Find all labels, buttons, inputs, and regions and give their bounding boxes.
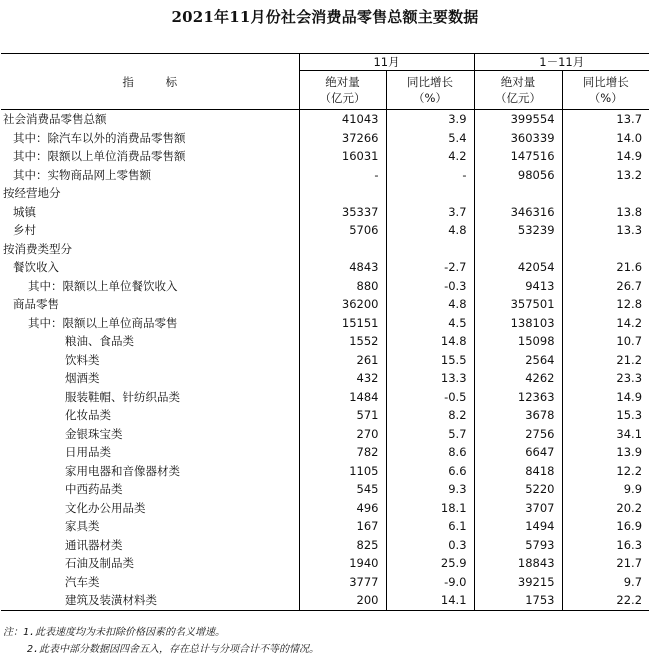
cell-cum-yoy: 12.2: [562, 462, 649, 481]
cell-cum-yoy: 21.7: [562, 554, 649, 573]
table-row: [1, 536, 649, 555]
row-label: 饮料类: [65, 352, 100, 367]
row-label: 社会消费品零售总额: [3, 112, 107, 127]
table-row: [1, 147, 649, 166]
cell-cum-abs: 8418: [474, 462, 562, 481]
cell-cum-yoy: [562, 240, 649, 259]
cell-month-yoy: 6.6: [386, 462, 474, 481]
cell-cum-abs: 9413: [474, 277, 562, 296]
table-row: [1, 388, 649, 407]
cell-month-yoy: 5.4: [386, 129, 474, 148]
cell-cum-abs: 18843: [474, 554, 562, 573]
cell-cum-abs: 15098: [474, 332, 562, 351]
row-label: 通讯器材类: [65, 537, 123, 552]
cell-month-abs: 3777: [299, 573, 386, 592]
cell-month-yoy: 3.7: [386, 203, 474, 222]
cell-month-yoy: 8.2: [386, 406, 474, 425]
cell-cum-yoy: 23.3: [562, 369, 649, 388]
row-label: 汽车类: [65, 574, 100, 589]
cell-month-abs: 1552: [299, 332, 386, 351]
cell-cum-abs: 6647: [474, 443, 562, 462]
page-title: 2021年11月份社会消费品零售总额主要数据: [171, 8, 479, 26]
header-month-yoy: 同比增长 （%）: [386, 71, 474, 110]
cell-cum-yoy: 13.2: [562, 166, 649, 185]
table-body: [1, 110, 649, 611]
cell-month-yoy: 9.3: [386, 480, 474, 499]
cell-cum-yoy: 16.3: [562, 536, 649, 555]
table-row: [1, 425, 649, 444]
cell-cum-yoy: 14.2: [562, 314, 649, 333]
cell-cum-abs: 2564: [474, 351, 562, 370]
table-row: [1, 351, 649, 370]
cell-cum-abs: 5793: [474, 536, 562, 555]
cell-month-abs: 270: [299, 425, 386, 444]
table-row: [1, 406, 649, 425]
row-label: 其中：限额以上单位餐饮收入: [28, 278, 178, 293]
row-label: 金银珠宝类: [65, 426, 123, 441]
cell-month-yoy: 4.8: [386, 295, 474, 314]
cell-cum-yoy: 12.8: [562, 295, 649, 314]
cell-month-yoy: -: [386, 166, 474, 185]
cell-cum-abs: 39215: [474, 573, 562, 592]
cell-month-abs: 200: [299, 591, 386, 610]
header-cum-yoy: 同比增长 （%）: [562, 71, 649, 110]
cell-month-yoy: 13.3: [386, 369, 474, 388]
table-row: [1, 110, 649, 129]
row-label: 文化办公用品类: [65, 500, 146, 515]
table-row: [1, 295, 649, 314]
table-row: [1, 314, 649, 333]
cell-cum-abs: 1753: [474, 591, 562, 610]
cell-cum-yoy: 14.9: [562, 147, 649, 166]
cell-cum-yoy: [562, 184, 649, 203]
cell-month-abs: 432: [299, 369, 386, 388]
table-row: [1, 258, 649, 277]
row-label: 餐饮收入: [13, 260, 59, 275]
cell-cum-abs: [474, 240, 562, 259]
row-label: 建筑及装潢材料类: [1, 591, 299, 610]
cell-month-abs: 261: [299, 351, 386, 370]
cell-month-abs: 5706: [299, 221, 386, 240]
cell-month-yoy: 4.5: [386, 314, 474, 333]
row-label: 乡村: [13, 223, 36, 238]
row-label: 其中：实物商品网上零售额: [13, 167, 151, 182]
footnote-1: 注：1.此表速度均为未扣除价格因素的名义增速。: [3, 627, 226, 638]
cell-cum-abs: 346316: [474, 203, 562, 222]
cell-cum-yoy: 9.7: [562, 573, 649, 592]
table-row: [1, 591, 649, 610]
cell-cum-abs: 2756: [474, 425, 562, 444]
cell-month-yoy: 4.8: [386, 221, 474, 240]
cell-month-yoy: [386, 184, 474, 203]
table-row: [1, 554, 649, 573]
header-period-cumulative: 1－11月: [474, 54, 649, 71]
row-label: 粮油、食品类: [65, 334, 134, 349]
table-row: [1, 277, 649, 296]
cell-month-abs: 496: [299, 499, 386, 518]
cell-month-yoy: [386, 240, 474, 259]
cell-month-yoy: 18.1: [386, 499, 474, 518]
row-label: 中西药品类: [65, 482, 123, 497]
cell-cum-abs: 357501: [474, 295, 562, 314]
table-row: [1, 443, 649, 462]
table-row: [1, 332, 649, 351]
cell-month-abs: 37266: [299, 129, 386, 148]
cell-cum-yoy: 21.2: [562, 351, 649, 370]
cell-month-abs: 16031: [299, 147, 386, 166]
cell-month-abs: 36200: [299, 295, 386, 314]
cell-month-abs: 782: [299, 443, 386, 462]
cell-month-yoy: -9.0: [386, 573, 474, 592]
cell-month-yoy: -2.7: [386, 258, 474, 277]
cell-month-abs: [299, 184, 386, 203]
cell-month-yoy: 15.5: [386, 351, 474, 370]
row-label: 服装鞋帽、针纺织品类: [65, 389, 180, 404]
cell-month-yoy: 14.8: [386, 332, 474, 351]
row-label: 其中：除汽车以外的消费品零售额: [13, 130, 186, 145]
table-row: [1, 221, 649, 240]
header-period-month: 11月: [299, 54, 474, 71]
cell-month-abs: 571: [299, 406, 386, 425]
row-label: 按消费类型分: [3, 241, 72, 256]
cell-month-yoy: -0.3: [386, 277, 474, 296]
cell-cum-abs: 399554: [474, 110, 562, 129]
cell-month-yoy: 5.7: [386, 425, 474, 444]
cell-cum-abs: 3707: [474, 499, 562, 518]
cell-month-abs: [299, 240, 386, 259]
cell-cum-yoy: 13.8: [562, 203, 649, 222]
cell-month-abs: 15151: [299, 314, 386, 333]
cell-month-yoy: -0.5: [386, 388, 474, 407]
table-row: [1, 240, 649, 259]
table-row: [1, 462, 649, 481]
cell-cum-abs: 12363: [474, 388, 562, 407]
cell-cum-yoy: 20.2: [562, 499, 649, 518]
header-month-abs: 绝对量 （亿元）: [299, 71, 386, 110]
cell-month-yoy: 14.1: [386, 591, 474, 610]
cell-month-yoy: 4.2: [386, 147, 474, 166]
row-label: 化妆品类: [65, 408, 111, 423]
cell-month-abs: 1484: [299, 388, 386, 407]
table-row: [1, 573, 649, 592]
cell-cum-yoy: 9.9: [562, 480, 649, 499]
cell-cum-yoy: 10.7: [562, 332, 649, 351]
row-label: 石油及制品类: [65, 556, 134, 571]
cell-month-abs: 825: [299, 536, 386, 555]
cell-cum-abs: 1494: [474, 517, 562, 536]
header-indicator: 指 标: [1, 54, 299, 110]
cell-month-abs: 4843: [299, 258, 386, 277]
cell-cum-abs: 5220: [474, 480, 562, 499]
cell-cum-abs: 4262: [474, 369, 562, 388]
cell-month-yoy: 8.6: [386, 443, 474, 462]
cell-month-abs: 1105: [299, 462, 386, 481]
cell-month-abs: 880: [299, 277, 386, 296]
cell-month-abs: 545: [299, 480, 386, 499]
table-row: [1, 499, 649, 518]
footnote-2: 2.此表中部分数据因四舍五入，存在总计与分项合计不等的情况。: [27, 644, 320, 655]
retail-sales-table: [1, 53, 649, 611]
cell-cum-abs: 138103: [474, 314, 562, 333]
table-row: [1, 369, 649, 388]
cell-month-yoy: 3.9: [386, 110, 474, 129]
row-label: 其中：限额以上单位消费品零售额: [13, 149, 186, 164]
cell-cum-yoy: 14.9: [562, 388, 649, 407]
cell-month-abs: 35337: [299, 203, 386, 222]
table-row: [1, 166, 649, 185]
cell-cum-yoy: 13.7: [562, 110, 649, 129]
cell-month-yoy: 6.1: [386, 517, 474, 536]
row-label: 家用电器和音像器材类: [65, 463, 180, 478]
cell-month-abs: -: [299, 166, 386, 185]
cell-cum-yoy: 16.9: [562, 517, 649, 536]
cell-month-yoy: 0.3: [386, 536, 474, 555]
cell-cum-yoy: 21.6: [562, 258, 649, 277]
cell-cum-yoy: 26.7: [562, 277, 649, 296]
cell-cum-abs: [474, 184, 562, 203]
cell-cum-abs: 42054: [474, 258, 562, 277]
row-label: 城镇: [13, 204, 36, 219]
row-label: 按经营地分: [3, 186, 61, 201]
cell-cum-yoy: 13.3: [562, 221, 649, 240]
cell-month-abs: 1940: [299, 554, 386, 573]
cell-cum-abs: 3678: [474, 406, 562, 425]
table-row: [1, 184, 649, 203]
table-row: [1, 203, 649, 222]
cell-cum-abs: 360339: [474, 129, 562, 148]
cell-month-yoy: 25.9: [386, 554, 474, 573]
row-label: 日用品类: [65, 445, 111, 460]
cell-cum-yoy: 34.1: [562, 425, 649, 444]
table-row: [1, 517, 649, 536]
table-row: [1, 129, 649, 148]
row-label: 家具类: [65, 519, 100, 534]
cell-month-abs: 167: [299, 517, 386, 536]
row-label: 商品零售: [13, 297, 59, 312]
footnotes: [3, 624, 648, 658]
cell-cum-yoy: 22.2: [562, 591, 649, 610]
row-label: 其中：限额以上单位商品零售: [28, 315, 178, 330]
table-row: [1, 480, 649, 499]
cell-cum-yoy: 13.9: [562, 443, 649, 462]
cell-cum-abs: 98056: [474, 166, 562, 185]
row-label: 烟酒类: [65, 371, 100, 386]
header-cum-abs: 绝对量 （亿元）: [474, 71, 562, 110]
cell-cum-yoy: 14.0: [562, 129, 649, 148]
cell-month-abs: 41043: [299, 110, 386, 129]
cell-cum-abs: 53239: [474, 221, 562, 240]
cell-cum-yoy: 15.3: [562, 406, 649, 425]
cell-cum-abs: 147516: [474, 147, 562, 166]
